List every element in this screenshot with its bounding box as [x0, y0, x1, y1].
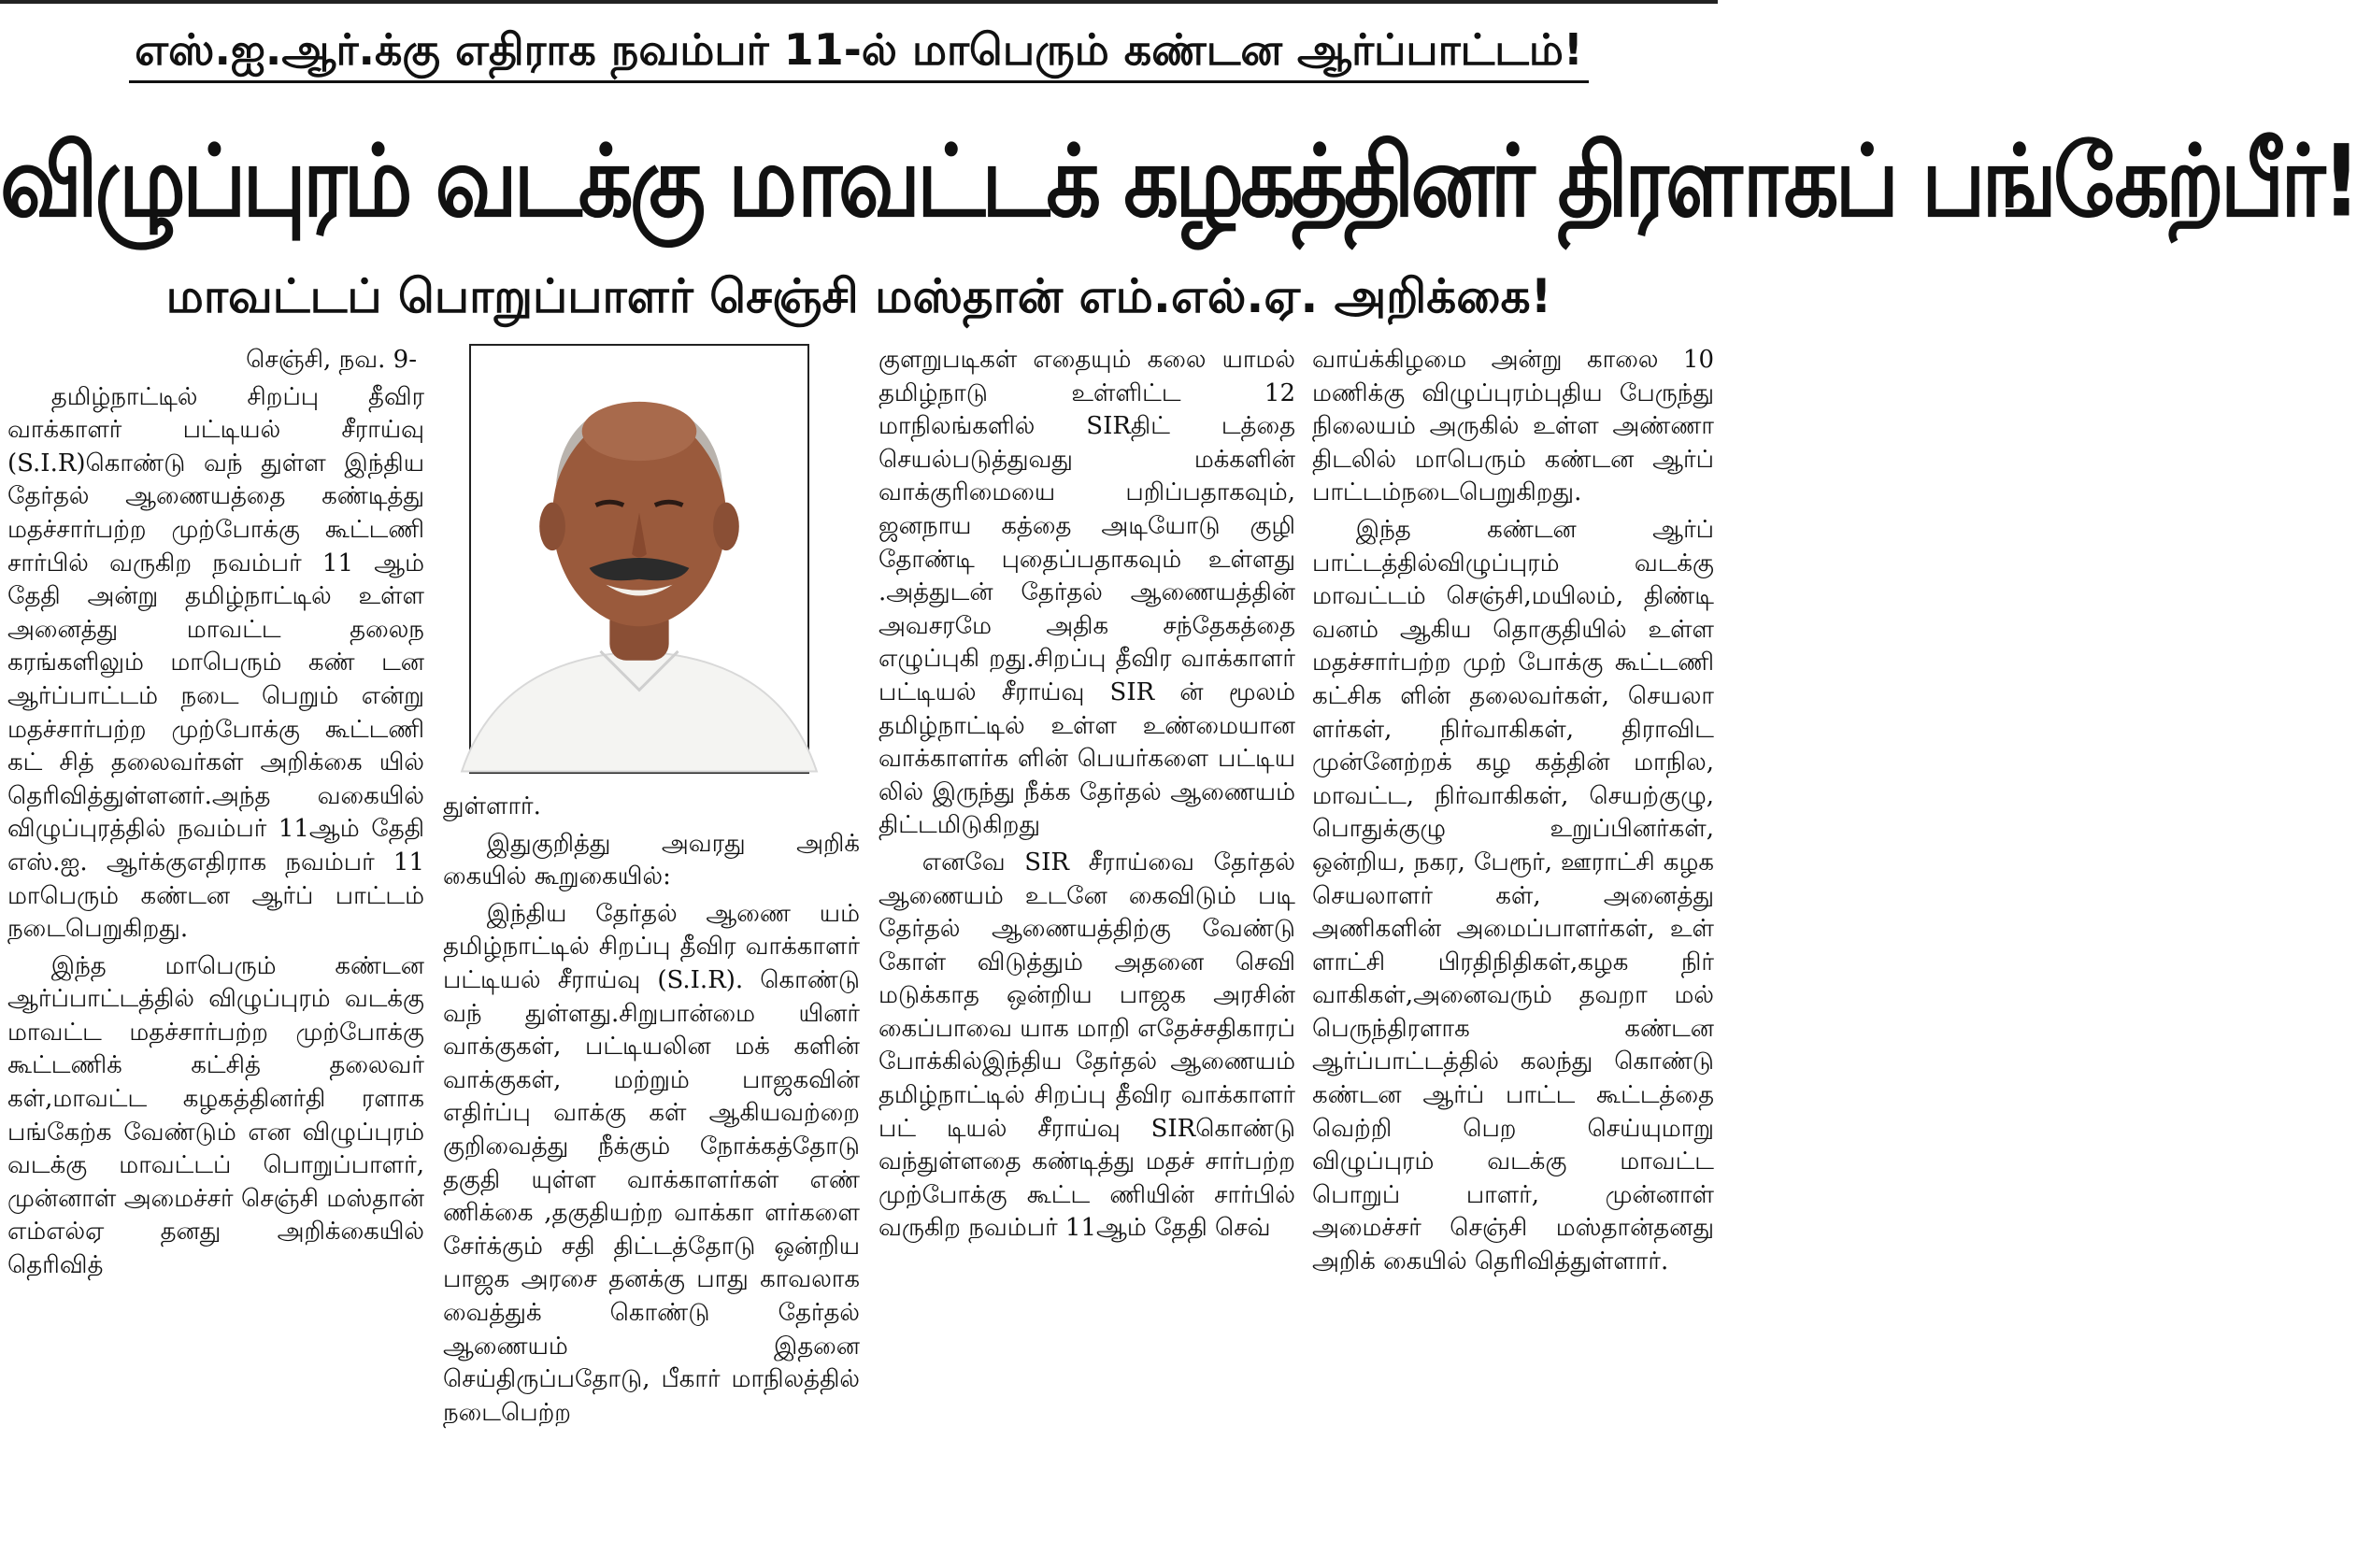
- kicker-text: எஸ்.ஐ.ஆர்.க்கு எதிராக நவம்பர் 11-ல் மாபெரும் கண்டன ஆர்ப்பாட்டம்!: [129, 19, 1589, 83]
- paragraph: இந்த கண்டன ஆர்ப் பாட்டத்தில்விழுப்புரம் வடக்கு மாவட்டம் செஞ்சி,மயிலம், திண்டி வனம் ஆகிய தொகுதியில் உள்ள மதச்சார்பற்ற முற் போக்கு கூட்டணி கட்சிக ளின் தலைவர்கள், செயலா ளர்கள், நிர்வாகிகள், திராவிட முன்னேற்றக் கழ கத்தின் மாநில, மாவட்ட, நிர்வாகிகள், செயற்குழு, பொதுக்குழு உறுப்பினர்கள், ஒன்றிய, நகர, பேரூர், ஊராட்சி கழக செயலாளர் கள், அனைத்து அணிகளின் அமைப்பாளர்கள், உள் ளாட்சி பிரதிநிதிகள்,கழக நிர் வாகிகள்,அனைவரும் தவறா மல் பெருந்திரளாக கண்டன ஆர்ப்பாட்டத்தில் கலந்து கொண்டு கண்டன ஆர்ப் பாட்ட கூட்டத்தை வெற்றி பெற செய்யுமாறு விழுப்புரம் வடக்கு மாவட்ட பொறுப் பாளர், முன்னாள் அமைச்சர் செஞ்சி மஸ்தான்தனது அறிக் கையில் தெரிவித்துள்ளார்.: [1312, 515, 1714, 1276]
- paragraph: இந்திய தேர்தல் ஆணை யம் தமிழ்நாட்டில் சிறப்பு தீவிர வாக்காளர் பட்டியல் சீராய்வு (S.I.R). கொண்டு வந் துள்ளது.சிறுபான்மை யினர் வாக்குகள், பட்டியலின மக் களின் வாக்குகள், மற்றும் பாஜகவின் எதிர்ப்பு வாக்கு கள் ஆகியவற்றை குறிவைத்து நீக்கும் நோக்கத்தோடு தகுதி யுள்ள வாக்காளர்கள் எண் ணிக்கை ,தகுதியற்ற வாக்கா ளர்களை சேர்க்கும் சதி திட்டத்தோடு ஒன்றிய பாஜக அரசை தனக்கு பாது காவலாக வைத்துக் கொண்டு தேர்தல் ஆணையம் இதனை செய்திருப்பதோடு, பீகார் மாநிலத்தில் நடைபெற்ற: [443, 899, 860, 1427]
- paragraph: துள்ளார்.: [443, 792, 541, 820]
- paragraph: தமிழ்நாட்டில் சிறப்பு தீவிர வாக்காளர் பட்டியல் சீராய்வு (S.I.R)கொண்டு வந் துள்ள இந்திய தேர்தல் ஆணையத்தை கண்டித்து மதச்சார்பற்ற முற்போக்கு கூட்டணி சார்பில் வருகிற நவம்பர் 11 ஆம் தேதி அன்று தமிழ்நாட்டில் உள்ள அனைத்து மாவட்ட தலைந கரங்களிலும் மாபெரும் கண் டன ஆர்ப்பாட்டம் நடை பெறும் என்று மதச்சார்பற்ற முற்போக்கு கூட்டணி கட் சித் தலைவர்கள் அறிக்கை யில் தெரிவித்துள்ளனர்.அந்த வகையில் விழுப்புரத்தில் நவம்பர் 11ஆம் தேதி எஸ்.ஐ. ஆர்க்குஎதிராக நவம்பர் 11 மாபெரும் கண்டன ஆர்ப் பாட்டம் நடைபெறுகிறது.: [7, 382, 424, 944]
- paragraph: எனவே SIR சீராய்வை தேர்தல் ஆணையம் உடனே கைவிடும் படி தேர்தல் ஆணையத்திற்கு வேண்டு கோள் விடுத்தும் அதனை செவி மடுக்காத ஒன்றிய பாஜக அரசின் கைப்பாவை யாக மாறி எதேச்சதிகாரப் போக்கில்இந்திய தேர்தல் ஆணையம் தமிழ்நாட்டில் சிறப்பு தீவிர வாக்காளர் பட் டியல் சீராய்வு SIRகொண்டு வந்துள்ளதை கண்டித்து மதச் சார்பற்ற முற்போக்கு கூட்ட ணியின் சார்பில் வருகிற நவம்பர் 11ஆம் தேதி செவ்: [879, 848, 1295, 1243]
- portrait-photo: [469, 344, 809, 774]
- article-column-2: [443, 344, 860, 1564]
- dateline: செஞ்சி, நவ. 9-: [246, 346, 417, 374]
- article-column-3: [879, 344, 1295, 1564]
- subheadline: மாவட்டப் பொறுப்பாளர் செஞ்சி மஸ்தான் எம்.எல்.ஏ. அறிக்கை!: [165, 269, 1552, 323]
- paragraph: குளறுபடிகள் எதையும் கலை யாமல் தமிழ்நாடு உள்ளிட்ட 12 மாநிலங்களில் SIRதிட் டத்தை செயல்படுத்துவது மக்களின் வாக்குரிமையை பறிப்பதாகவும், ஜனநாய கத்தை அடியோடு குழி தோண்டி புதைப்பதாகவும் உள்ளது .அத்துடன் தேர்தல் ஆணையத்தின் அவசரமே அதிக சந்தேகத்தை எழுப்புகி றது.சிறப்பு தீவிர வாக்காளர் பட்டியல் சீராய்வு SIR ன் மூலம் தமிழ்நாட்டில் உள்ள உண்மையான வாக்காளர்க ளின் பெயர்களை பட்டிய லில் இருந்து நீக்க தேர்தல் ஆணையம் திட்டமிடுகிறது: [879, 346, 1295, 840]
- top-rule: [0, 0, 1718, 4]
- portrait-image: [471, 346, 807, 772]
- headline: விழுப்புரம் வடக்கு மாவட்டக் கழகத்தினர் திரளாகப் பங்கேற்பீர்!: [0, 123, 2357, 239]
- paragraph: வாய்க்கிழமை அன்று காலை 10 மணிக்கு விழுப்புரம்புதிய பேருந்து நிலையம் அருகில் உள்ள அண்ணா திடலில் மாபெரும் கண்டன ஆர்ப் பாட்டம்நடைபெறுகிறது.: [1312, 346, 1714, 507]
- article-column-4: [1312, 344, 1714, 1564]
- article-column-1: [7, 344, 424, 1564]
- paragraph: இதுகுறித்து அவரது அறிக் கையில் கூறுகையில்:: [443, 829, 860, 891]
- kicker-line: [0, 19, 1718, 83]
- paragraph: இந்த மாபெரும் கண்டன ஆர்ப்பாட்டத்தில் விழுப்புரம் வடக்கு மாவட்ட மதச்சார்பற்ற முற்போக்கு கூட்டணிக் கட்சித் தலைவர் கள்,மாவட்ட கழகத்தினர்தி ரளாக பங்கேற்க வேண்டும் என விழுப்புரம் வடக்கு மாவட்டப் பொறுப்பாளர், முன்னாள் அமைச்சர் செஞ்சி மஸ்தான் எம்எல்ஏ தனது அறிக்கையில் தெரிவித்: [7, 951, 424, 1280]
